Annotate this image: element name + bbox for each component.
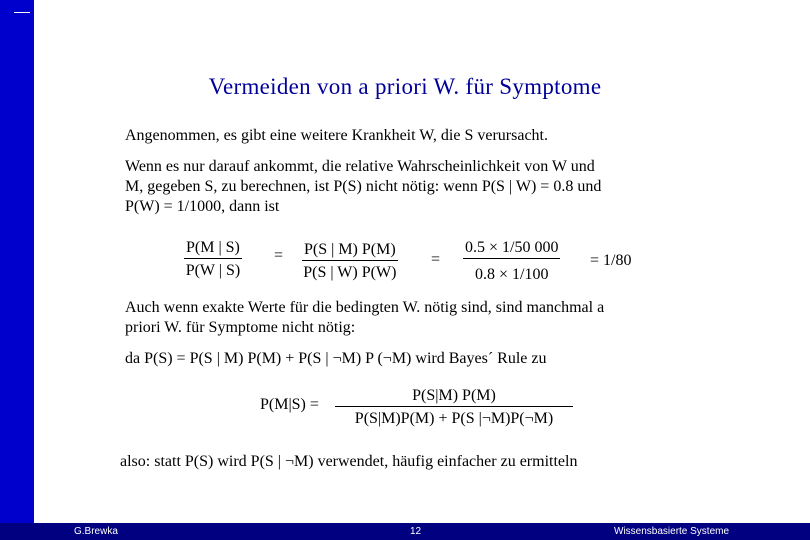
fraction-numeric [463,238,560,284]
fraction-numerator: P(S|M) P(M) [335,386,573,407]
paragraph-conclusion: also: statt P(S) wird P(S | ¬M) verwendet, häufig einfacher zu ermitteln [120,453,578,470]
fraction-bayes-rule [335,386,573,428]
footer-course-title: Wissensbasierte Systeme [614,526,730,537]
fraction-numerator: 0.5 × 1/50 000 [463,238,560,259]
paragraph-total-probability: da P(S) = P(S | M) P(M) + P(S | ¬M) P (¬M) wird Bayes´ Rule zu [125,350,547,367]
equals-sign: = [431,251,441,268]
paragraph-line: Auch wenn exakte Werte für die bedingten W. nötig sind, sind manchmal a [125,299,605,316]
fraction-bayes-ratio [302,240,398,282]
slide-footer [0,523,810,540]
equation-result: = 1/80 [590,252,632,269]
paragraph-relative-probability [125,157,601,217]
sidebar-mark [14,12,30,13]
fraction-numerator: P(M | S) [184,238,242,259]
footer-page-number: 12 [410,526,422,537]
fraction-denominator: P(S | W) P(W) [303,264,397,281]
paragraph-line: Wenn es nur darauf ankommt, die relative Wahrscheinlichkeit von W und [125,158,595,175]
paragraph-line: priori W. für Symptome nicht nötig: [125,319,356,336]
fraction-denominator: 0.8 × 1/100 [475,266,549,283]
equation-lhs: P(M|S) = [260,396,319,413]
slide-title: Vermeiden von a priori W. für Symptome [208,74,602,99]
equals-sign: = [274,247,284,264]
paragraph-line: M, gegeben S, zu berechnen, ist P(S) nicht nötig: wenn P(S | W) = 0.8 und [125,178,602,195]
fraction-denominator: P(S|M)P(M) + P(S |¬M)P(¬M) [354,410,554,427]
fraction-posterior-ratio [184,238,242,280]
fraction-denominator: P(W | S) [185,262,241,279]
paragraph-assumption: Angenommen, es gibt eine weitere Krankheit W, die S verursacht. [125,127,548,144]
paragraph-line: P(W) = 1/1000, dann ist [125,198,280,215]
footer-author: G.Brewka [74,526,118,537]
fraction-numerator: P(S | M) P(M) [302,240,398,261]
paragraph-exact-values [125,298,604,338]
